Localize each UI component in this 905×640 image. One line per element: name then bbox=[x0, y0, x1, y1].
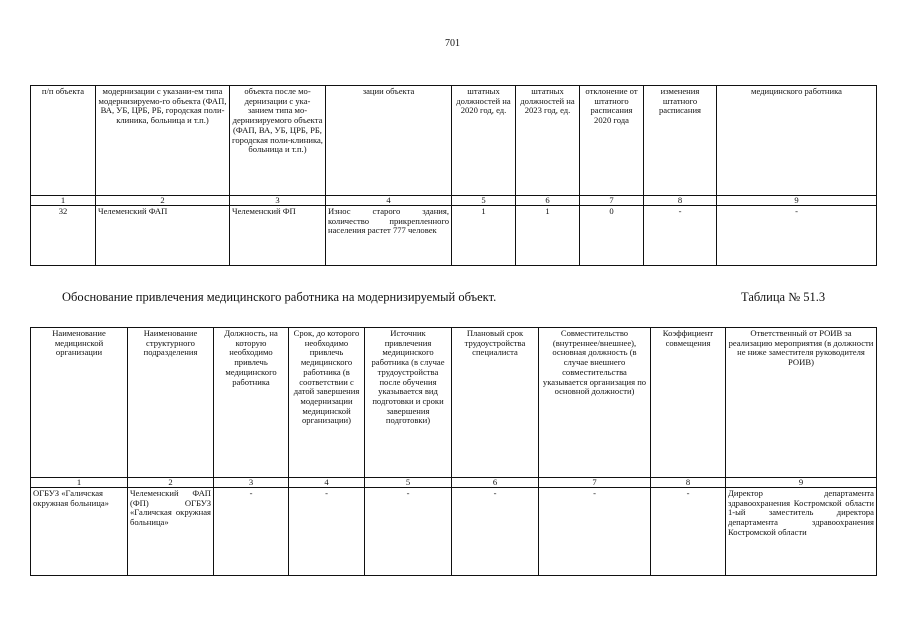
header-cell: изменения штатного расписания bbox=[644, 86, 717, 196]
page-number: 701 bbox=[445, 38, 460, 49]
column-number: 4 bbox=[289, 478, 365, 488]
column-number: 3 bbox=[230, 196, 326, 206]
column-number: 1 bbox=[31, 478, 128, 488]
table-cell: Челеменский ФП bbox=[230, 206, 326, 266]
header-cell: Совместительство (внутреннее/внешнее), основная должность (в случае внешнего совместительства указывается организация по основной должности) bbox=[539, 328, 651, 478]
header-cell: Источник привлечения медицинского работника (в случае трудоустройства после обучения указывается вид подготовки и сроки завершения подготовки) bbox=[365, 328, 452, 478]
table-cell: Челеменский ФАП (ФП) ОГБУЗ «Галичская окружная больница» bbox=[128, 488, 214, 576]
table-cell: 1 bbox=[452, 206, 516, 266]
header-cell: медицинского работника bbox=[717, 86, 877, 196]
header-cell: зации объекта bbox=[326, 86, 452, 196]
header-cell: Плановый срок трудоустройства специалиста bbox=[452, 328, 539, 478]
column-number: 9 bbox=[726, 478, 877, 488]
column-number: 7 bbox=[580, 196, 644, 206]
table-cell: Челеменский ФАП bbox=[96, 206, 230, 266]
table-cell: 0 bbox=[580, 206, 644, 266]
table-cell: 1 bbox=[516, 206, 580, 266]
header-cell: Наименование структурного подразделения bbox=[128, 328, 214, 478]
column-number: 6 bbox=[516, 196, 580, 206]
table-cell: - bbox=[644, 206, 717, 266]
table-cell: - bbox=[289, 488, 365, 576]
column-number-row bbox=[31, 196, 877, 206]
column-number: 5 bbox=[452, 196, 516, 206]
table-cell: Износ старого здания, количество прикрепленного населения растет 777 человек bbox=[326, 206, 452, 266]
column-number: 9 bbox=[717, 196, 877, 206]
table-cell: - bbox=[214, 488, 289, 576]
table-cell: - bbox=[365, 488, 452, 576]
header-cell: объекта после мо-дернизации с ука-занием типа мо-дернизируемого объекта (ФАП, ВА, УБ, ЦРБ, РБ, городская поли-клиника, больница и т.п.) bbox=[230, 86, 326, 196]
header-cell: Срок, до которого необходимо привлечь медицинского работника (в соответствии с датой завершения модернизации медицинской организации) bbox=[289, 328, 365, 478]
column-number: 8 bbox=[651, 478, 726, 488]
table-cell: - bbox=[539, 488, 651, 576]
header-cell: Наименование медицинской организации bbox=[31, 328, 128, 478]
column-number: 3 bbox=[214, 478, 289, 488]
header-cell: п/п объекта bbox=[31, 86, 96, 196]
table-header-row bbox=[31, 86, 877, 196]
column-number: 2 bbox=[128, 478, 214, 488]
column-number: 1 bbox=[31, 196, 96, 206]
header-cell: отклонение от штатного расписания 2020 года bbox=[580, 86, 644, 196]
column-number: 8 bbox=[644, 196, 717, 206]
header-cell: модернизации с указани-ем типа модернизируемо-го объекта (ФАП, ВА, УБ, ЦРБ, РБ, городская поли-клиника, больница и т.п.) bbox=[96, 86, 230, 196]
recruitment-table bbox=[30, 327, 877, 576]
column-number: 2 bbox=[96, 196, 230, 206]
column-number: 7 bbox=[539, 478, 651, 488]
table-cell: - bbox=[651, 488, 726, 576]
column-number: 6 bbox=[452, 478, 539, 488]
table-cell: - bbox=[452, 488, 539, 576]
table-cell: ОГБУЗ «Галичская окружная больница» bbox=[31, 488, 128, 576]
table-cell: - bbox=[717, 206, 877, 266]
header-cell: штатных должностей на 2020 год, ед. bbox=[452, 86, 516, 196]
header-cell: Коэффициент совмещения bbox=[651, 328, 726, 478]
table-cell: Директор департамента здравоохранения Костромской области 1-ый заместитель директора департамента здравоохранения Костромской области bbox=[726, 488, 877, 576]
table-row bbox=[31, 488, 877, 576]
table-cell: 32 bbox=[31, 206, 96, 266]
table-header-row bbox=[31, 328, 877, 478]
table-row bbox=[31, 206, 877, 266]
section-title: Обоснование привлечения медицинского работника на модернизируемый объект. bbox=[62, 290, 497, 304]
column-number: 4 bbox=[326, 196, 452, 206]
column-number-row bbox=[31, 478, 877, 488]
column-number: 5 bbox=[365, 478, 452, 488]
modernization-table bbox=[30, 85, 877, 266]
table-label: Таблица № 51.3 bbox=[741, 290, 826, 304]
header-cell: Ответственный от РОИВ за реализацию мероприятия (в должности не ниже заместителя руководителя РОИВ) bbox=[726, 328, 877, 478]
header-cell: Должность, на которую необходимо привлечь медицинского работника bbox=[214, 328, 289, 478]
header-cell: штатных должностей на 2023 год, ед. bbox=[516, 86, 580, 196]
